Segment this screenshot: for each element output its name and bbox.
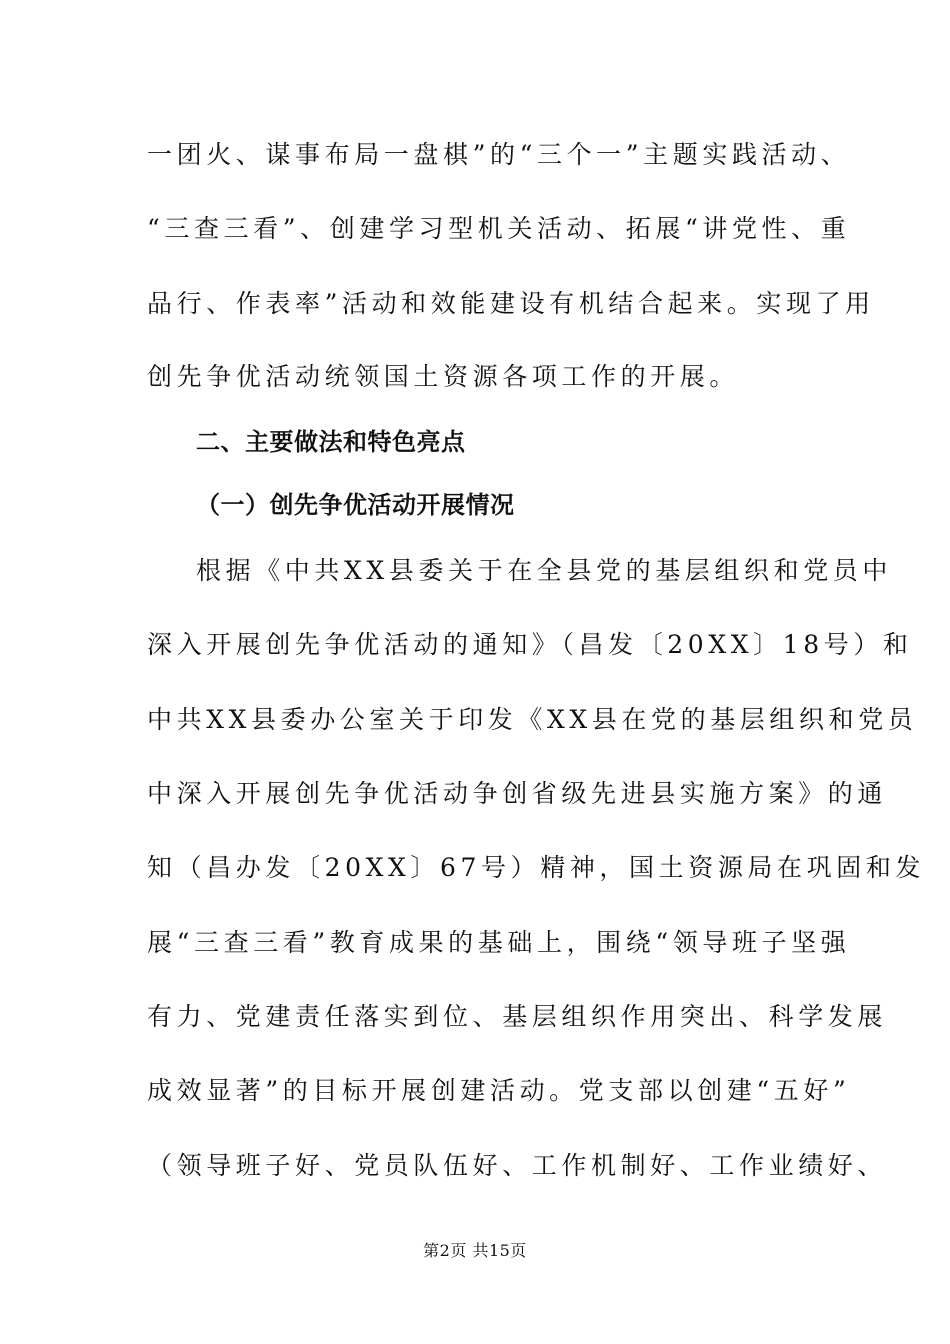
body-line: 成效显著”的目标开展创建活动。党支部以创建“五好”	[147, 1076, 851, 1105]
section-heading: 二、主要做法和特色亮点	[196, 428, 466, 456]
body-line: 品行、作表率”活动和效能建设有机结合起来。实现了用	[147, 289, 875, 318]
body-line: 中共XX县委办公室关于印发《XX县在党的基层组织和党员	[147, 705, 918, 734]
subsection-heading: （一）创先争优活动开展情况	[196, 491, 515, 519]
body-line: 展“三查三看”教育成果的基础上，围绕“领导班子坚强	[147, 928, 851, 957]
body-line: 知（昌办发〔20XX〕67号）精神，国土资源局在巩固和发	[147, 853, 926, 882]
body-line: 创先争优活动统领国土资源各项工作的开展。	[147, 362, 740, 391]
body-line: 深入开展创先争优活动的通知》（昌发〔20XX〕18号）和	[147, 630, 913, 659]
body-line: 中深入开展创先争优活动争创省级先进县实施方案》的通	[147, 779, 888, 808]
body-line: （领导班子好、党员队伍好、工作机制好、工作业绩好、	[147, 1151, 888, 1180]
page-number-footer: 第2页 共15页	[423, 1241, 527, 1260]
body-line: 有力、党建责任落实到位、基层组织作用突出、科学发展	[147, 1002, 888, 1031]
body-line: 一团火、谋事布局一盘棋”的“三个一”主题实践活动、	[147, 140, 851, 169]
body-line: 根据《中共XX县委关于在全县党的基层组织和党员中	[196, 556, 892, 585]
body-line: “三查三看”、创建学习型机关活动、拓展“讲党性、重	[147, 214, 851, 243]
